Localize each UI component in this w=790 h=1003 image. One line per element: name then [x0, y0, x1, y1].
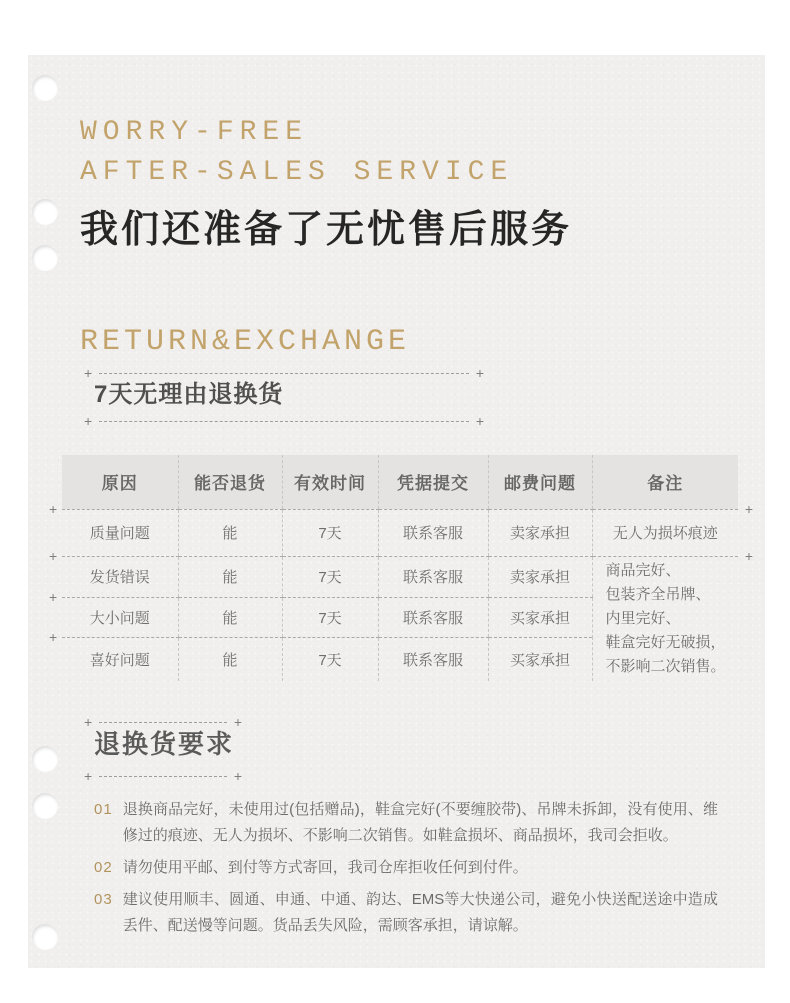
return-policy-table [62, 455, 738, 681]
header-cell-returnable: 能否退货 [178, 455, 282, 509]
hole-punch-icon [32, 75, 58, 101]
table-header-row [62, 455, 738, 509]
table-cell: 7天 [282, 637, 378, 681]
item-text: 退换商品完好，未使用过(包括赠品)，鞋盒完好(不要缠胶带)、吊牌未拆卸，没有使用、维修过的痕迹、无人为损坏、不影响二次销售。如鞋盒损坏、商品损坏，我司会拒收。 [122, 801, 718, 844]
requirements-section-title: 退换货要求 [94, 729, 235, 759]
plus-marker: + [475, 413, 484, 429]
table-row [62, 509, 738, 556]
table-cell: 7天 [282, 597, 378, 637]
remark-line: 包装齐全吊牌、 [605, 585, 711, 603]
plus-marker: + [49, 589, 58, 605]
header-cell-evidence: 凭据提交 [378, 455, 488, 509]
plus-marker: + [49, 501, 58, 517]
dashed-line [99, 722, 227, 723]
plus-marker: + [84, 714, 93, 730]
item-text: 请勿使用平邮、到付等方式寄回，我司仓库拒收任何到付件。 [122, 859, 528, 876]
plus-marker: + [49, 629, 58, 645]
table-cell: 买家承担 [488, 637, 592, 681]
table-row [62, 556, 738, 597]
remark-line: 商品完好、 [605, 561, 681, 579]
item-text: 建议使用顺丰、圆通、申通、中通、韵达、EMS等大快递公司，避免小快送配送途中造成丢件、配送慢等问题。货品丢失风险，需顾客承担，请谅解。 [122, 891, 718, 934]
table-cell: 7天 [282, 556, 378, 597]
table-cell: 卖家承担 [488, 556, 592, 597]
table-cell-merged-remark [592, 556, 738, 681]
plus-marker: + [744, 501, 753, 517]
table-cell-remark: 无人为损坏痕迹 [592, 509, 738, 556]
plus-marker: + [233, 768, 242, 784]
dashed-rule [84, 414, 484, 428]
list-item [94, 887, 718, 939]
table-cell: 联系客服 [378, 556, 488, 597]
remark-line: 不影响二次销售。 [605, 657, 726, 675]
table-cell: 买家承担 [488, 597, 592, 637]
plus-marker: + [84, 768, 93, 784]
dashed-line [99, 776, 227, 777]
headline-chinese-title: 我们还准备了无忧售后服务 [80, 209, 573, 251]
headline-english-line2: AFTER-SALES SERVICE [80, 157, 514, 188]
requirements-list [94, 797, 718, 945]
list-item [94, 855, 718, 881]
hole-punch-icon [32, 746, 58, 772]
item-number: 03 [94, 891, 113, 908]
table-cell: 大小问题 [62, 597, 178, 637]
plus-marker: + [49, 548, 58, 564]
table-cell: 7天 [282, 509, 378, 556]
hole-punch-icon [32, 245, 58, 271]
table-cell: 联系客服 [378, 637, 488, 681]
header-cell-valid-time: 有效时间 [282, 455, 378, 509]
dashed-line [99, 421, 469, 422]
plus-marker: + [744, 548, 753, 564]
remark-line: 鞋盒完好无破损， [605, 633, 726, 651]
table-cell: 能 [178, 509, 282, 556]
plus-marker: + [84, 413, 93, 429]
table-cell: 联系客服 [378, 597, 488, 637]
table-cell: 卖家承担 [488, 509, 592, 556]
hole-punch-icon [32, 793, 58, 819]
plus-marker: + [475, 365, 484, 381]
table-cell: 联系客服 [378, 509, 488, 556]
list-item [94, 797, 718, 849]
table-cell: 质量问题 [62, 509, 178, 556]
paper-sheet [28, 55, 765, 968]
table-cell: 喜好问题 [89, 651, 150, 669]
table-cell: 能 [178, 637, 282, 681]
header-cell-postage: 邮费问题 [488, 455, 592, 509]
return-exchange-section-title: RETURN&EXCHANGE [80, 325, 411, 359]
header-cell-remark: 备注 [592, 455, 738, 509]
return-policy-table-wrap [49, 455, 753, 681]
headline-english-line1: WORRY-FREE [80, 117, 309, 148]
item-number: 02 [94, 859, 113, 876]
remark-line: 内里完好、 [605, 609, 681, 627]
dashed-rule [84, 769, 242, 783]
table-cell: 能 [178, 556, 282, 597]
table-cell: 发货错误 [62, 556, 178, 597]
hole-punch-icon [32, 199, 58, 225]
plus-marker: + [84, 365, 93, 381]
hole-punch-icon [32, 924, 58, 950]
header-cell-reason: 原因 [62, 455, 178, 509]
table-cell: 能 [178, 597, 282, 637]
plus-marker: + [233, 714, 242, 730]
item-number: 01 [94, 801, 113, 818]
seven-day-return-subtitle: 7天无理由退换货 [94, 381, 284, 408]
